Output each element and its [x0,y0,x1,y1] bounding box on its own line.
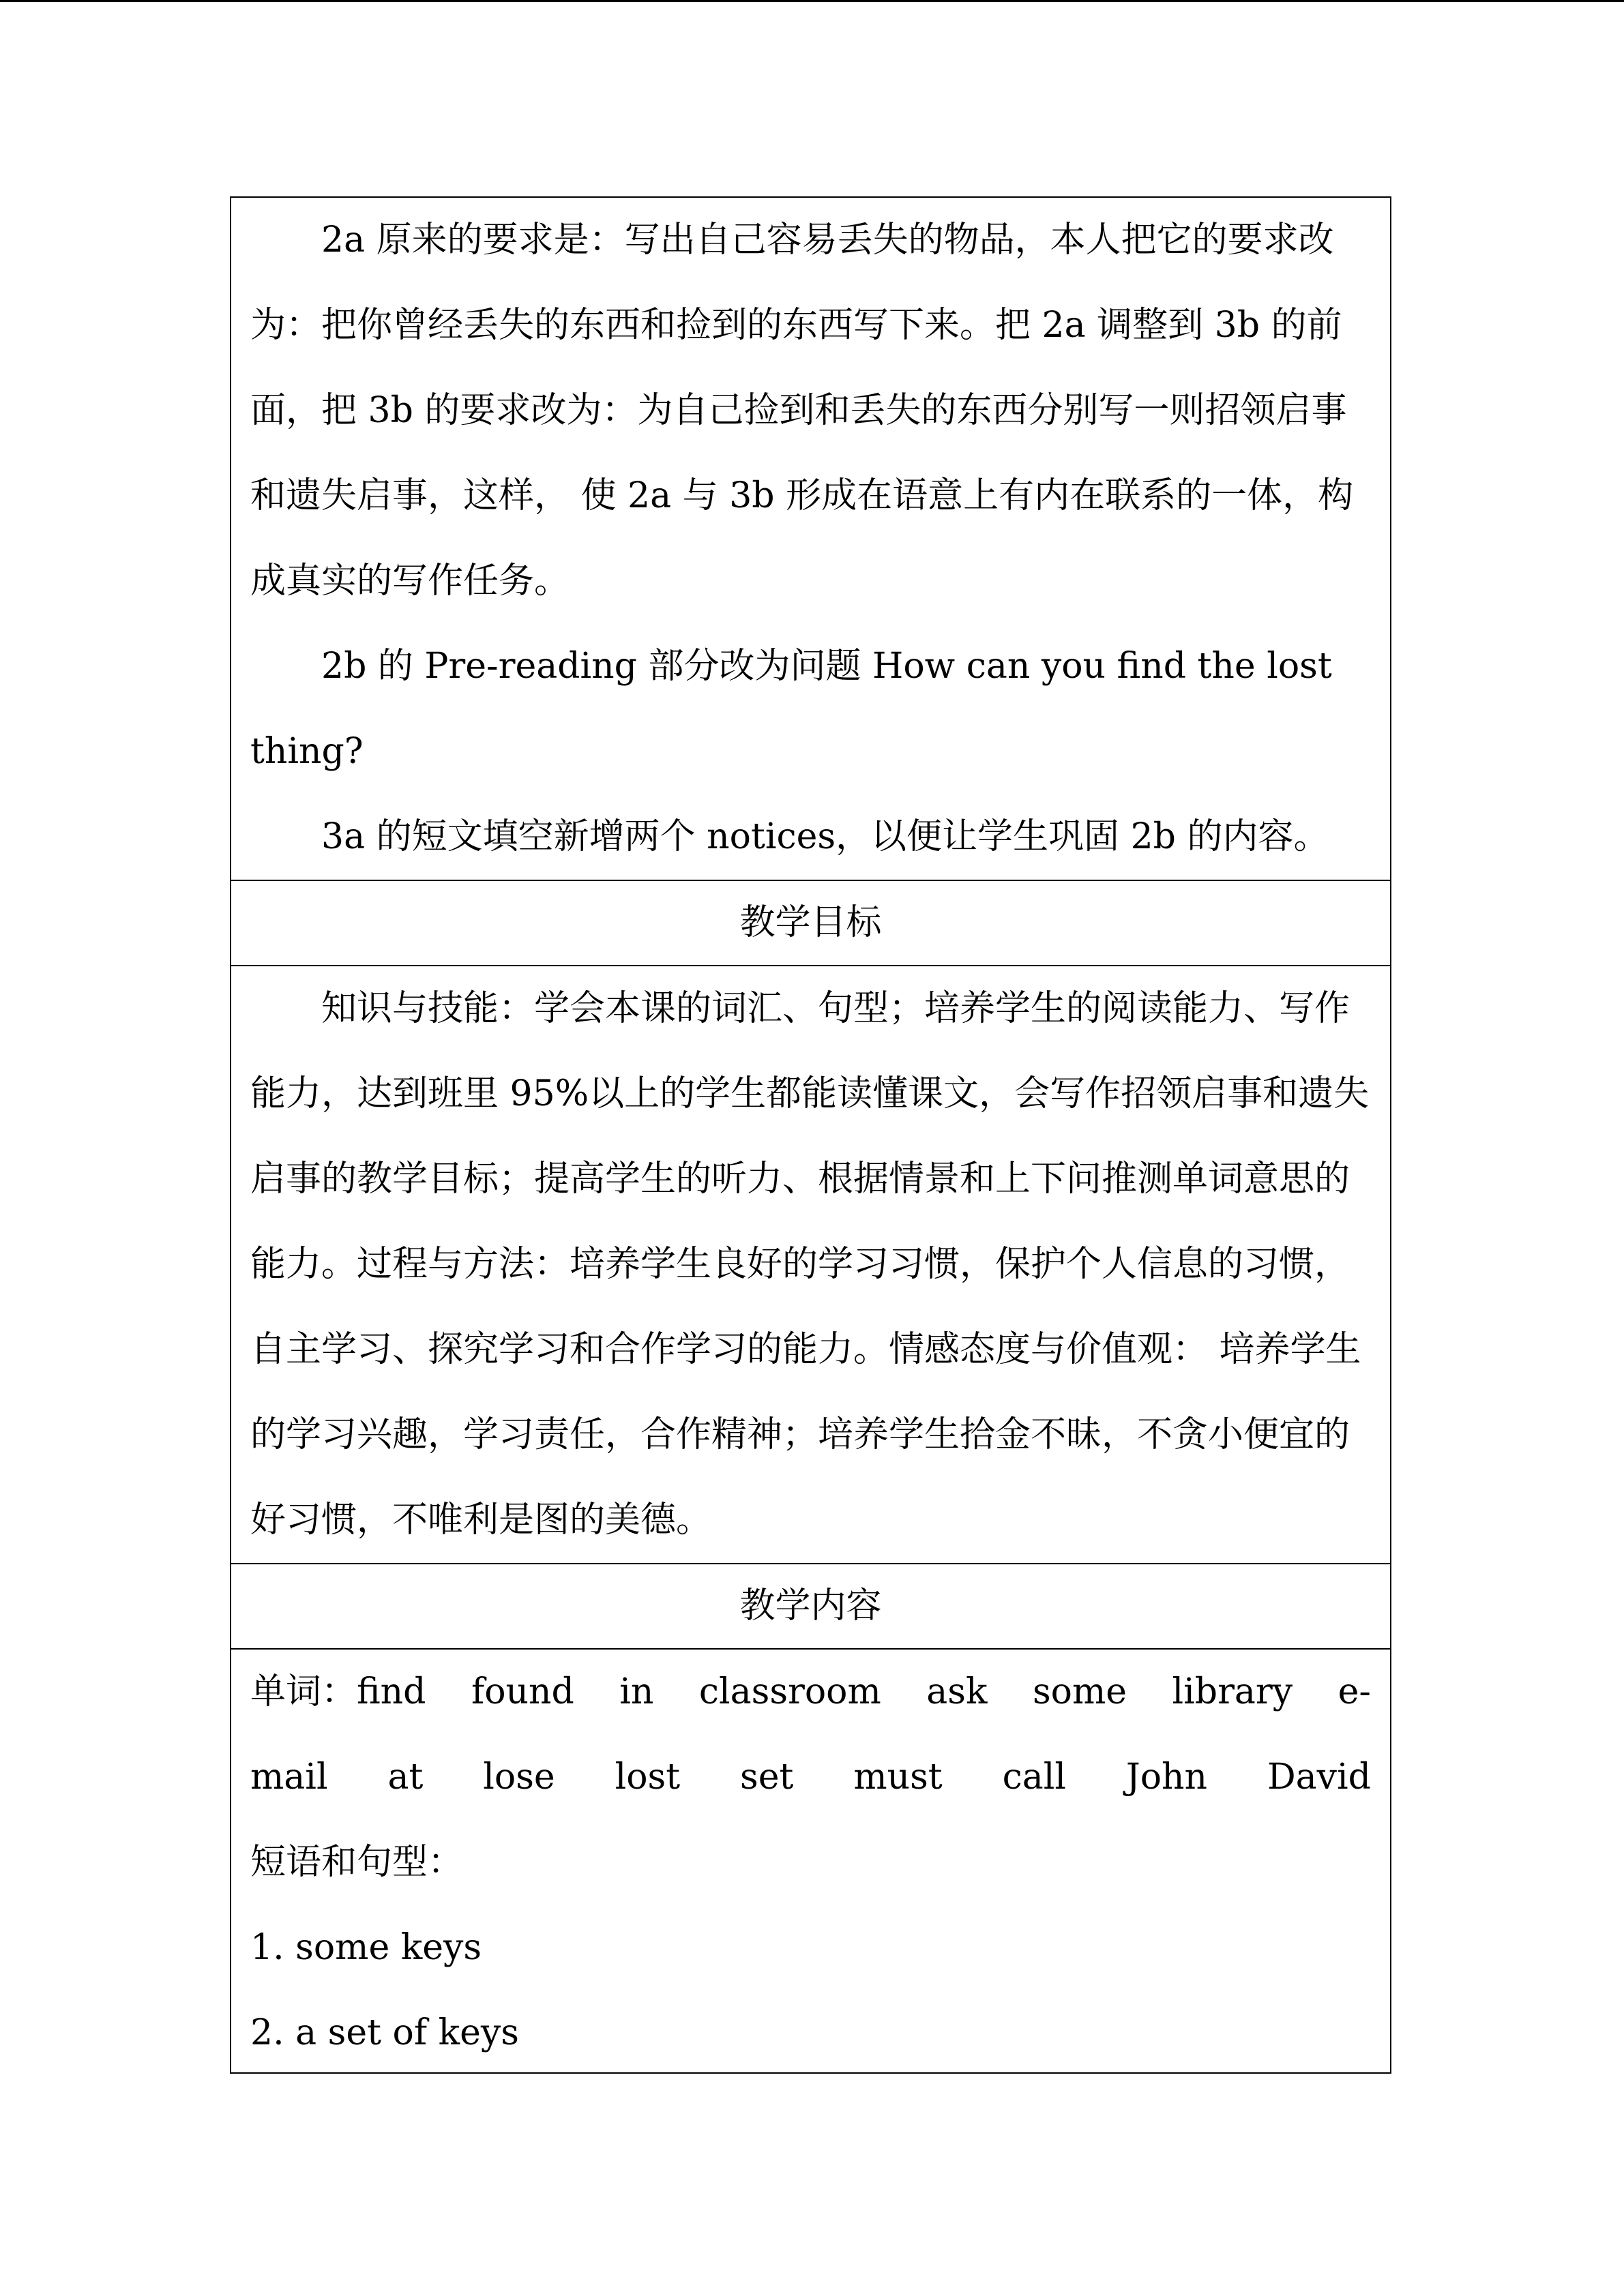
vocab-word: 单词：find [250,1671,426,1712]
adjustment-paragraph-2: 2b 的 Pre-reading 部分改为问题 How can you find the lost thing? [250,646,1332,772]
vocab-word: lose [483,1757,555,1798]
adjustment-paragraph-3: 3a 的短文填空新增两个 notices，以便让学生巩固 2b 的内容。 [321,816,1329,857]
goals-section [231,966,1390,1564]
vocabulary-line-1 [250,1650,1371,1735]
vocabulary-line-2 [250,1735,1371,1820]
content-header: 教学内容 [231,1564,1390,1650]
vocab-word: classroom [698,1671,881,1712]
vocab-word: in [619,1671,654,1712]
lesson-table [230,196,1391,2074]
adjustment-section [231,198,1390,881]
vocab-word: ask [926,1671,988,1712]
goals-header: 教学目标 [231,881,1390,966]
vocab-word: David [1267,1757,1371,1798]
vocab-word: call [1002,1757,1066,1798]
adjustment-paragraph-1: 2a 原来的要求是：写出自己容易丢失的物品，本人把它的要求改为：把你曾经丢失的东西和捡到的东西写下来。把 2a 调整到 3b 的前面，把 3b 的要求改为：为自己捡到和丢失的东西分别写一则招领启事和遗失启事，这样， 使 2a 与 3b 形成在语意上有内在联系的一体，构成真实的写作任务。 [250,220,1354,601]
vocab-word: must [853,1757,943,1798]
vocab-word: at [387,1757,424,1798]
top-border-line [0,0,1624,2]
vocab-word: John [1125,1757,1208,1798]
vocab-word: library [1172,1671,1293,1712]
phrase-item-2: 2. a set of keys [250,2012,519,2053]
vocab-word: found [471,1671,574,1712]
phrase-item-1: 1. some keys [250,1927,482,1968]
phrases-label: 短语和句型： [250,1842,464,1883]
vocab-word: set [740,1757,794,1798]
vocab-word: mail [250,1757,328,1798]
content-section [231,1650,1390,2072]
vocab-word: lost [615,1757,681,1798]
vocab-word: some [1032,1671,1127,1712]
goals-paragraph: 知识与技能：学会本课的词汇、句型；培养学生的阅读能力、写作能力，达到班里 95%以上的学生都能读懂课文，会写作招领启事和遗失启事的教学目标；提高学生的听力、根据情景和上下问推测单词意思的能力。过程与方法：培养学生良好的学习习惯，保护个人信息的习惯，自主学习、探究学习和合作学习的能力。情感态度与价值观： 培养学生的学习兴趣，学习责任，合作精神；培养学生拾金不昧，不贪小便宜的好习惯，不唯利是图的美德。 [250,988,1370,1540]
vocab-word: e- [1338,1671,1371,1712]
